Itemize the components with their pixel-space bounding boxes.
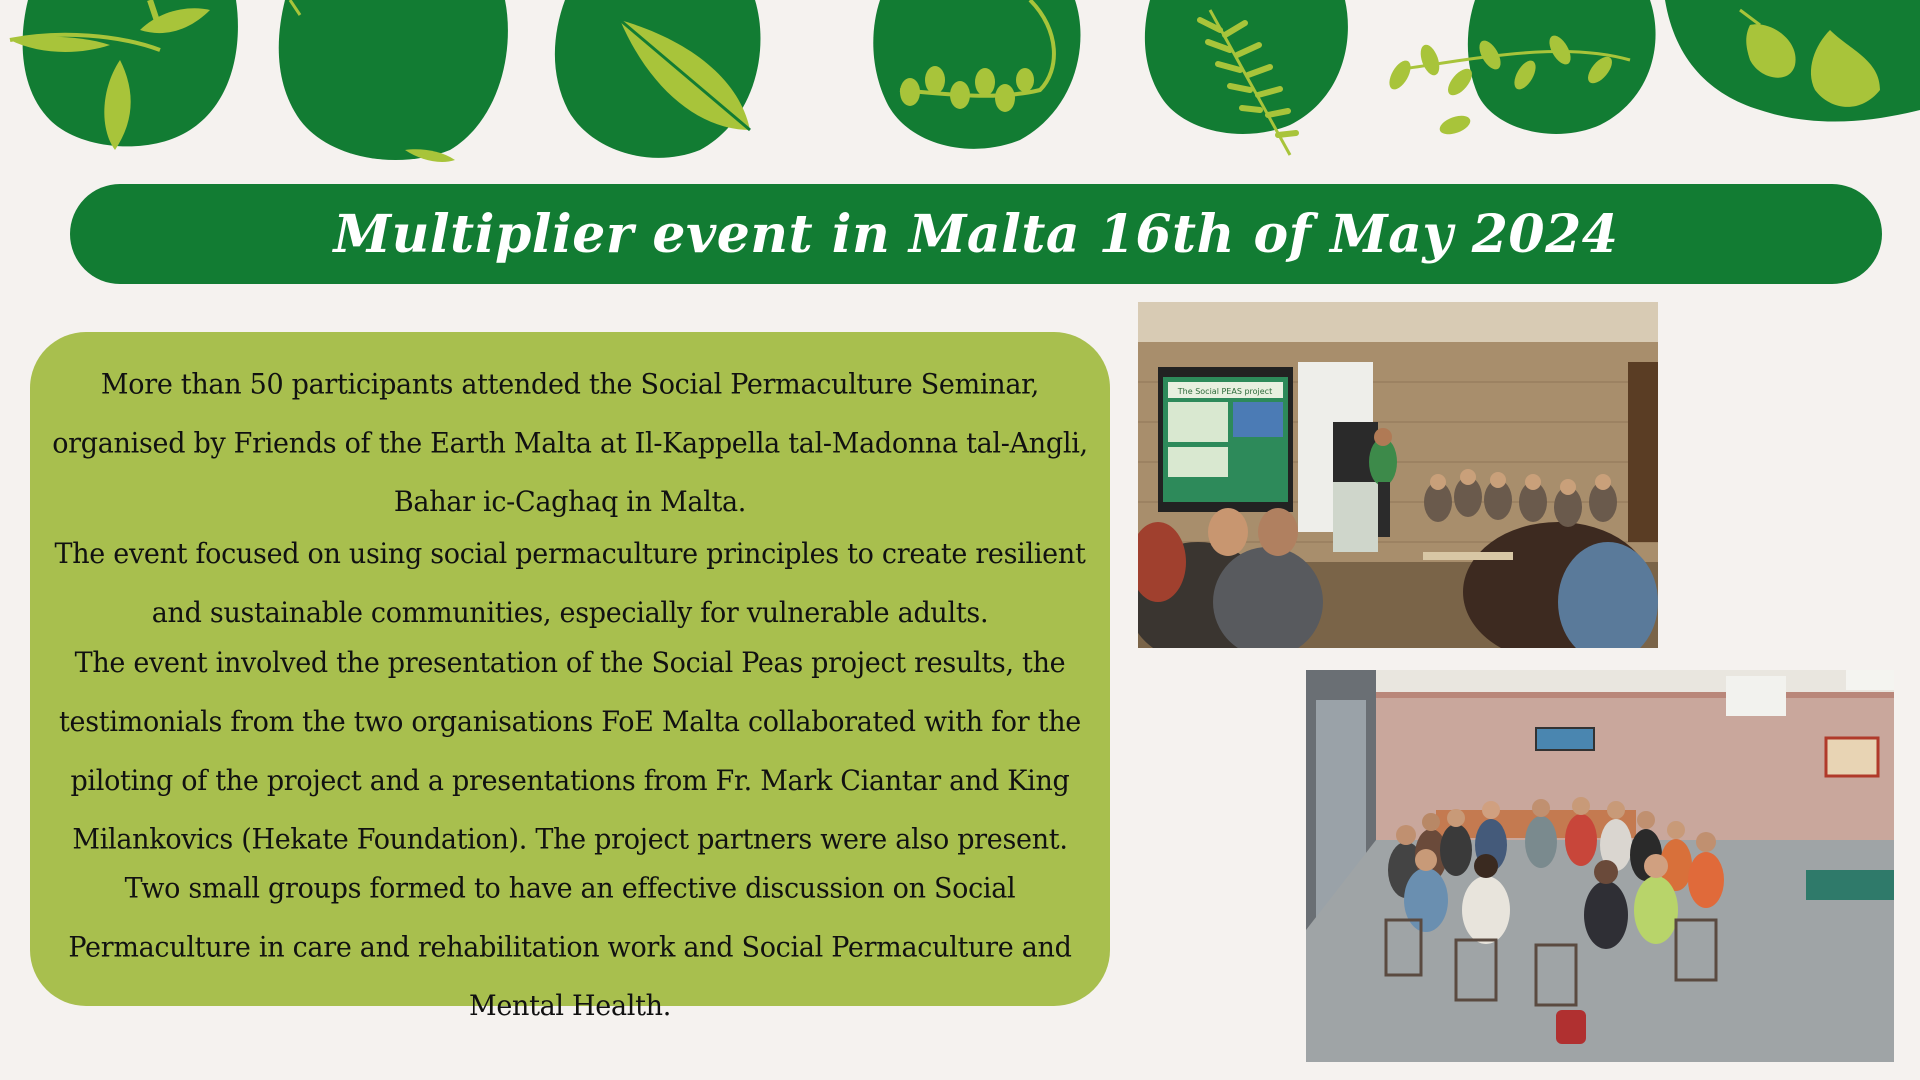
paragraph-presentations: The event involved the presentation of the Social Peas project results, the testimonials from the two organisations FoE Malta collaborated with for the piloting of the project and a presentations from Fr. Mark Ciantar and King Milankovics (Hekate Foundation). The project partners were also present. (59, 647, 1081, 856)
page-title: Multiplier event in Malta 16th of May 2024 (333, 203, 1619, 265)
leaf-blob-2 (279, 0, 508, 162)
paragraph-focus: The event focused on using social permaculture principles to create resilient and sustainable communities, especially for vulnerable adults. (54, 537, 1086, 630)
slide-title: The Social PEAS project (1177, 387, 1273, 396)
leaf-blob-1 (10, 0, 238, 150)
leaf-blobs-graphic (0, 0, 1920, 170)
decorative-leaf-banner (0, 0, 1920, 170)
seminar-photo (1138, 302, 1658, 648)
description-panel (30, 332, 1110, 1023)
discussion-circle-photo (1306, 670, 1894, 1062)
leaf-blob-7 (1665, 0, 1920, 122)
leaf-blob-5 (1145, 0, 1348, 155)
leaf-blob-6 (1385, 0, 1655, 138)
paragraph-participants: More than 50 participants attended the Social Permaculture Seminar, organised by Friends of the Earth Malta at Il-Kappella tal-Madonna tal-Angli, Bahar ic-Caghaq in Malta. (52, 368, 1088, 519)
leaf-blob-3 (555, 0, 761, 158)
leaf-blob-4 (873, 0, 1080, 149)
paragraph-groups: Two small groups formed to have an effective discussion on Social Permaculture in care and rehabilitation work and Social Permaculture and Mental Health. (68, 872, 1072, 1023)
title-banner (70, 184, 1882, 284)
